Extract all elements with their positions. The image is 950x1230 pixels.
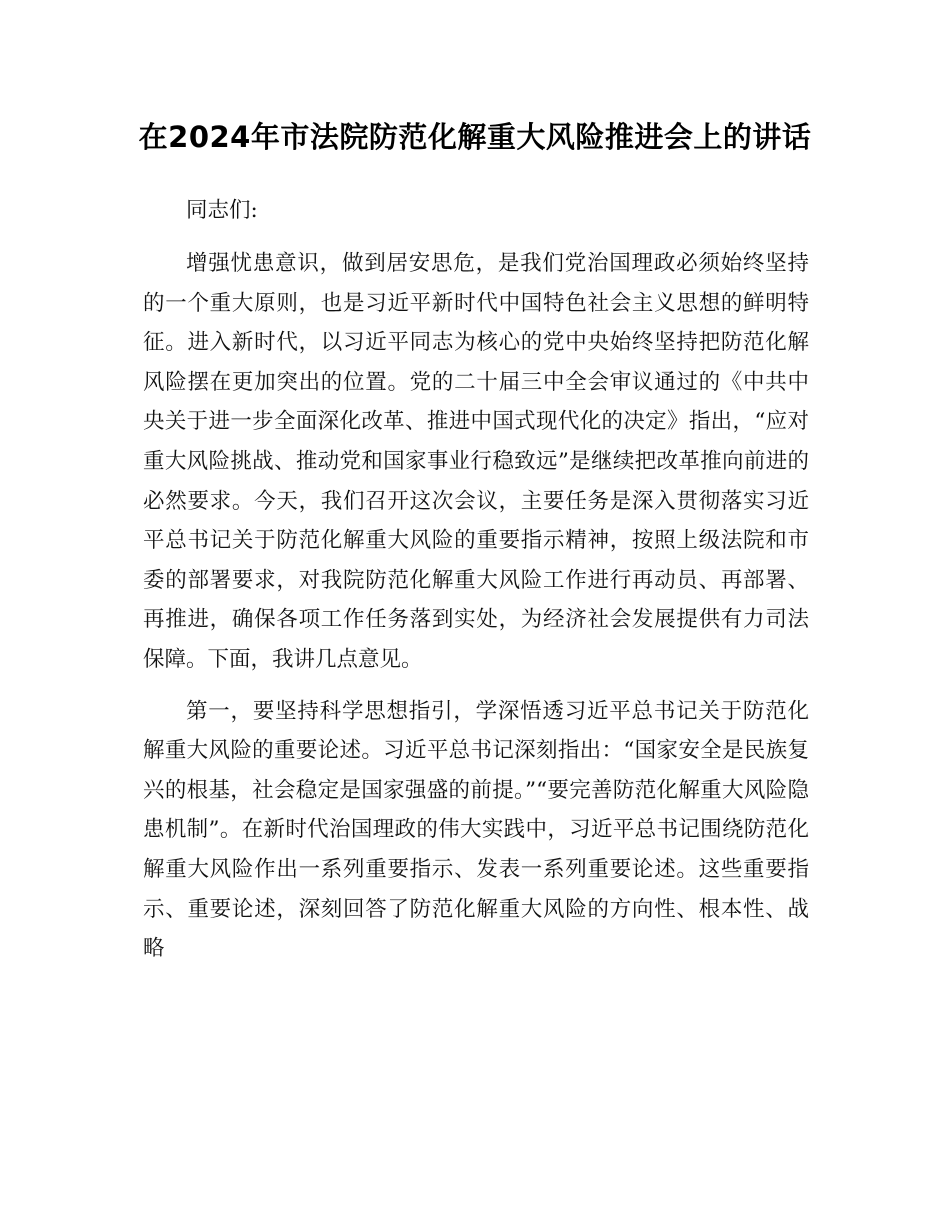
salutation: 同志们: — [186, 198, 258, 223]
document-title: 在2024年市法院防范化解重大风险推进会上的讲话 — [138, 120, 812, 154]
document-body — [143, 244, 809, 969]
paragraph: 增强忧患意识，做到居安思危，是我们党治国理政必须始终坚持的一个重大原则，也是习近平新时代中国特色社会主义思想的鲜明特征。进入新时代，以习近平同志为核心的党中央始终坚持把防范化解风险摆在更加突出的位置。党的二十届三中全会审议通过的《中共中央关于进一步全面深化改革、推进中国式现代化的决定》指出，“应对重大风险挑战、推动党和国家事业行稳致远”是继续把改革推向前进的必然要求。今天，我们召开这次会议，主要任务是深入贯彻落实习近平总书记关于防范化解重大风险的重要指示精神，按照上级法院和市委的部署要求，对我院防范化解重大风险工作进行再动员、再部署、再推进，确保各项工作任务落到实处，为经济社会发展提供有力司法保障。下面，我讲几点意见。 — [143, 251, 809, 672]
paragraph: 第一，要坚持科学思想指引，学深悟透习近平总书记关于防范化解重大风险的重要论述。习近平总书记深刻指出：“国家安全是民族复兴的根基，社会稳定是国家强盛的前提。”“要完善防范化解重大风险隐患机制”。在新时代治国理政的伟大实践中，习近平总书记围绕防范化解重大风险作出一系列重要指示、发表一系列重要论述。这些重要指示、重要论述，深刻回答了防范化解重大风险的方向性、根本性、战略 — [143, 698, 809, 962]
